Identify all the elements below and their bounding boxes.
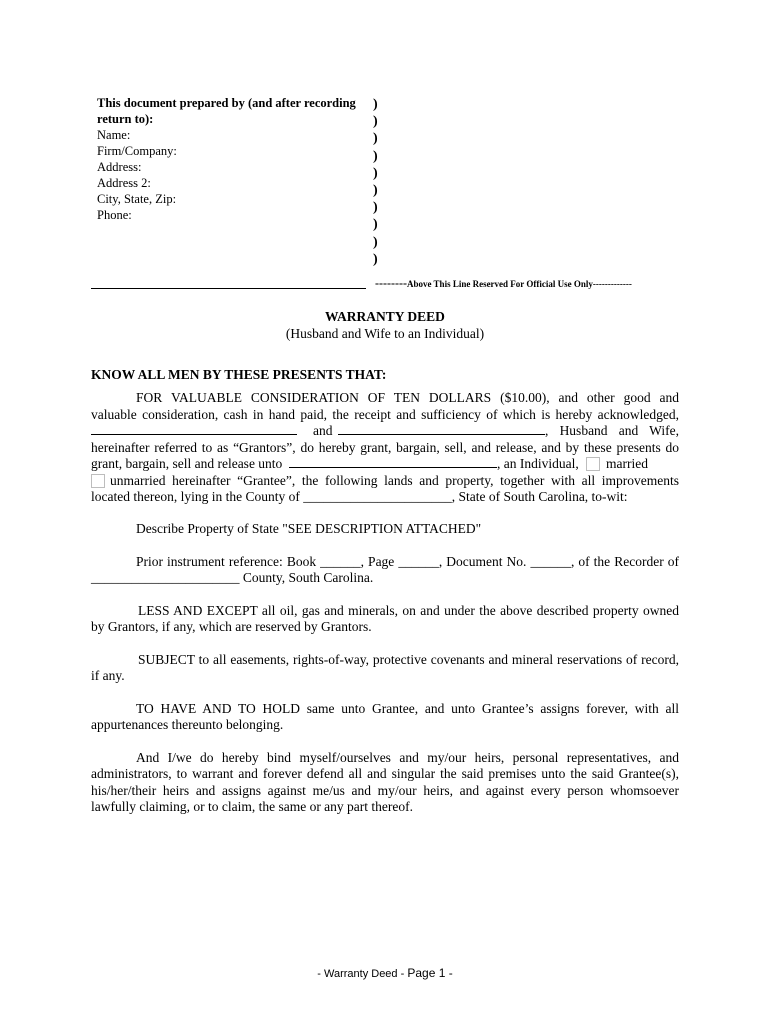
less-and-except-paragraph: LESS AND EXCEPT all oil, gas and minerals, on and under the above described property owned by Grantors, if any, which are reserved by Grantors. [91,603,679,635]
preparer-field-address2: Address 2: [97,176,151,190]
bracket: ) [373,251,378,267]
married-label: married [606,456,648,471]
recording-divider-line [91,288,366,289]
bracket: ) [373,114,378,130]
bracket: ) [373,200,378,216]
document-title: WARRANTY DEED [325,309,445,324]
consideration-line-6: unmarried hereinafter “Grantee”, the following lands and property, together with all improvements [110,473,679,488]
bracket-column [373,96,378,268]
notice-text: Above This Line Reserved For Official Use Only [406,279,593,289]
unmarried-checkbox-wrap [91,473,105,489]
preparer-block [97,95,367,223]
prior-instrument-line-2: ______________________ County, South Carolina. [91,570,374,585]
official-use-notice [375,276,632,291]
preparer-field-name: Name: [97,128,131,142]
consideration-line-1: FOR VALUABLE CONSIDERATION OF TEN DOLLARS ($10.00), and other good and [136,390,679,405]
bracket: ) [373,165,378,181]
page-footer [0,966,770,980]
husband-and-wife: , Husband and Wife, [545,423,679,438]
preparer-field-firm: Firm/Company: [97,144,177,158]
bracket: ) [373,217,378,233]
prior-instrument-line-1: Prior instrument reference: Book ______, Page ______, Document No. ______, of the Recorder of [136,554,679,569]
consideration-line-3 [91,423,297,439]
bracket: ) [373,148,378,164]
consideration-line-5-start: grant, bargain, sell and release unto [91,456,283,471]
document-subtitle: (Husband and Wife to an Individual) [285,326,485,341]
grantor-2-blank[interactable] [338,423,545,435]
footer-page-number: Page 1 - [407,966,453,980]
consideration-line-7 [91,489,628,505]
grantor-2-blank-wrap [338,423,545,439]
grantor-1-blank[interactable] [91,423,297,435]
bracket: ) [373,131,378,147]
county-tail: , State of South Carolina, to-wit: [451,489,628,504]
preparer-heading-line2: return to): [97,112,154,126]
footer-doc-name: - Warranty Deed - [317,968,405,980]
preparer-field-address: Address: [97,160,142,174]
married-checkbox-wrap [586,456,600,472]
bracket: ) [373,97,378,112]
bracket: ) [373,183,378,199]
know-all-heading: KNOW ALL MEN BY THESE PRESENTS THAT: [91,367,387,382]
unmarried-checkbox[interactable] [91,474,105,488]
preparer-heading-line1: This document prepared by (and after recording [97,96,356,110]
warranty-paragraph: And I/we do hereby bind myself/ourselves and my/our heirs, personal representatives, and administrators, to warrant and forever defend all and singular the said premises unto the said Grantee(s), his/her/their heirs and assigns against me/us and my/our heirs, and against every person whomsoever lawfully claiming, or to claim, the same or any part thereof. [91,750,679,815]
consideration-line-4: hereinafter referred to as “Grantors”, do hereby grant, bargain, sell, and release, and by these presents do [91,440,679,455]
and-word: and [313,423,333,438]
habendum-paragraph: TO HAVE AND TO HOLD same unto Grantee, and unto Grantee’s assigns forever, with all appurtenances thereunto belonging. [91,701,679,733]
preparer-field-city-state-zip: City, State, Zip: [97,192,177,206]
married-checkbox[interactable] [586,457,600,471]
property-description: Describe Property of State "SEE DESCRIPTION ATTACHED" [136,521,482,536]
grantee-blank[interactable] [289,456,497,468]
notice-dashes-left: -------- [375,276,407,290]
bracket: ) [373,234,378,250]
county-blank[interactable]: ______________________ [303,489,452,504]
subject-to-paragraph: SUBJECT to all easements, rights-of-way, protective covenants and mineral reservations of record, if any. [91,652,679,684]
grantee-blank-wrap [289,456,497,472]
consideration-line-5-mid: , an Individual, [497,456,579,471]
county-lead: located thereon, lying in the County of [91,489,300,504]
consideration-line-2: valuable consideration, cash in hand paid, the receipt and sufficiency of which is hereby acknowledged, [91,407,679,422]
preparer-field-phone: Phone: [97,208,132,222]
notice-dashes-right: ------------- [592,279,632,289]
